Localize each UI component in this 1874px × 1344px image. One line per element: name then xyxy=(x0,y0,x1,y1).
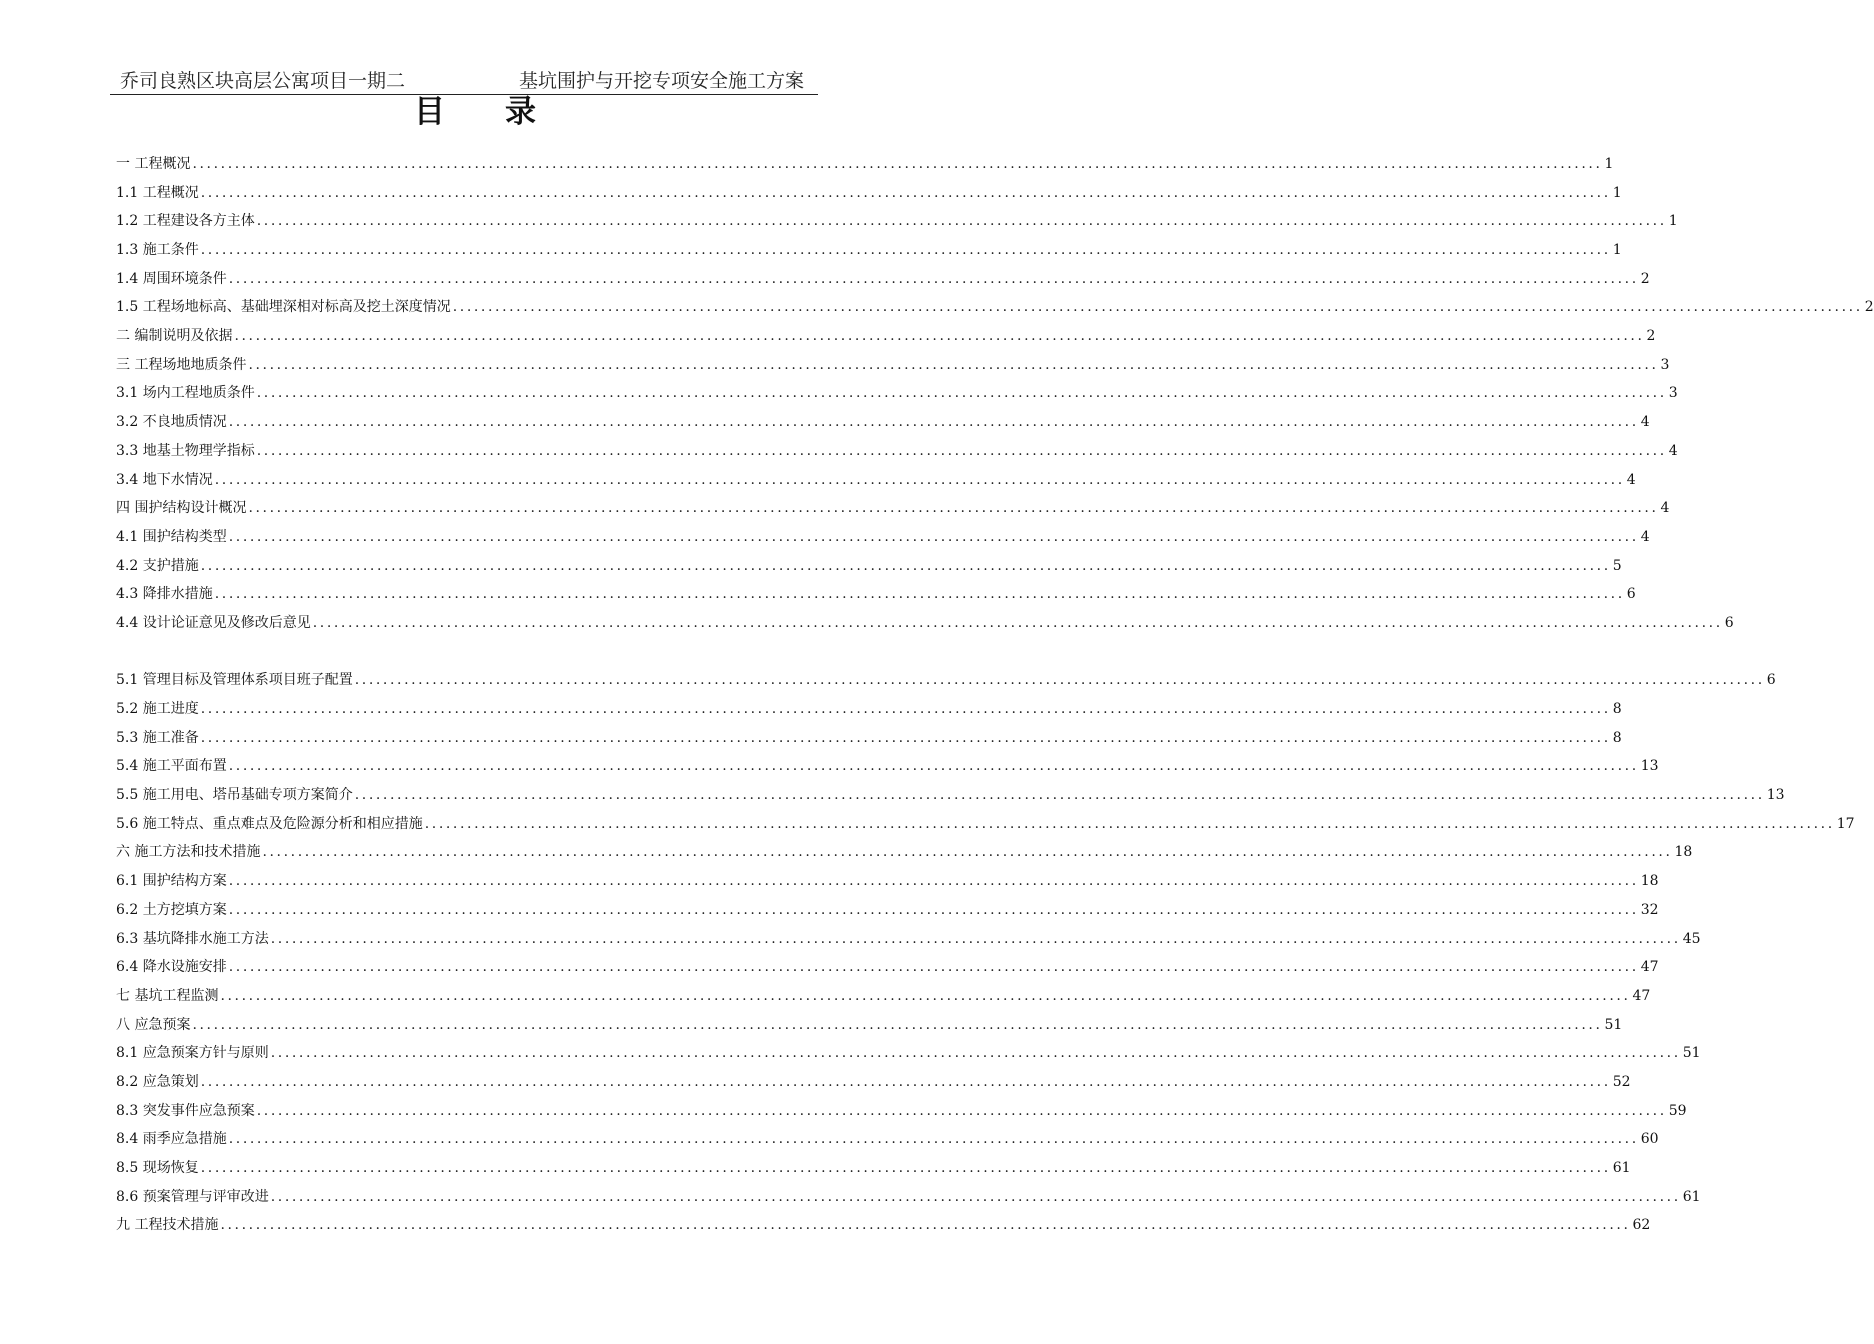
toc-entry-page-number: 47 xyxy=(1632,987,1651,1004)
toc-dot-leader: ........................................................................................................................................................................................................ xyxy=(270,1045,1681,1062)
toc-entry-page-number: 1 xyxy=(1612,184,1622,201)
toc-dot-leader: ........................................................................................................................................................................................................ xyxy=(214,586,1625,603)
toc-entry[interactable] xyxy=(116,724,1622,753)
toc-entry-label: 3.1 场内工程地质条件 xyxy=(116,385,255,402)
toc-dot-leader: ........................................................................................................................................................................................................ xyxy=(248,356,1659,373)
toc-entry[interactable] xyxy=(116,609,1734,638)
toc-dot-leader: ........................................................................................................................................................................................................ xyxy=(424,815,1835,832)
toc-entry[interactable] xyxy=(116,839,1693,868)
toc-entry-label: 4.2 支护措施 xyxy=(116,557,199,574)
toc-entry[interactable] xyxy=(116,408,1650,437)
toc-entry-label: 4.4 设计论证意见及修改后意见 xyxy=(116,614,311,631)
toc-entry-page-number: 4 xyxy=(1640,414,1650,431)
toc-dot-leader: ........................................................................................................................................................................................................ xyxy=(256,385,1667,402)
toc-dot-leader: ........................................................................................................................................................................................................ xyxy=(214,471,1625,488)
toc-dot-leader: ........................................................................................................................................................................................................ xyxy=(248,500,1659,517)
toc-dot-leader: ........................................................................................................................................................................................................ xyxy=(228,873,1639,890)
toc-dot-leader: ........................................................................................................................................................................................................ xyxy=(234,328,1645,345)
toc-dot-leader: ........................................................................................................................................................................................................ xyxy=(200,557,1611,574)
toc-dot-leader: ........................................................................................................................................................................................................ xyxy=(200,184,1611,201)
toc-entry-page-number: 4 xyxy=(1660,500,1670,517)
toc-entry-label: 1.1 工程概况 xyxy=(116,184,199,201)
toc-entry-label: 8.4 雨季应急措施 xyxy=(116,1131,227,1148)
toc-entry-label: 三 工程场地地质条件 xyxy=(116,356,247,373)
toc-entry[interactable] xyxy=(116,523,1650,552)
toc-dot-leader: ........................................................................................................................................................................................................ xyxy=(354,672,1765,689)
header-document-title: 基坑围护与开挖专项安全施工方案 xyxy=(518,70,804,92)
toc-entry[interactable] xyxy=(116,867,1659,896)
toc-entry-label: 5.5 施工用电、塔吊基础专项方案简介 xyxy=(116,787,353,804)
toc-entry[interactable] xyxy=(116,781,1785,810)
toc-entry-label: 8.1 应急预案方针与原则 xyxy=(116,1045,269,1062)
toc-entry-label: 5.2 施工进度 xyxy=(116,701,199,718)
toc-entry[interactable] xyxy=(116,580,1636,609)
toc-entry-page-number: 51 xyxy=(1604,1016,1623,1033)
toc-entry[interactable] xyxy=(116,982,1651,1011)
toc-entry-page-number: 52 xyxy=(1612,1073,1631,1090)
toc-dot-leader: ........................................................................................................................................................................................................ xyxy=(220,1217,1631,1234)
toc-entry[interactable] xyxy=(116,752,1659,781)
toc-entry-page-number: 2 xyxy=(1646,328,1656,345)
toc-entry-label: 六 施工方法和技术措施 xyxy=(116,844,261,861)
toc-entry-label: 1.2 工程建设各方主体 xyxy=(116,213,255,230)
toc-entry[interactable] xyxy=(116,1068,1631,1097)
toc-dot-leader: ........................................................................................................................................................................................................ xyxy=(192,155,1603,172)
toc-dot-leader: ........................................................................................................................................................................................................ xyxy=(270,1188,1681,1205)
toc-entry[interactable] xyxy=(116,322,1656,351)
toc-dot-leader: ........................................................................................................................................................................................................ xyxy=(220,987,1631,1004)
toc-entry-label: 5.3 施工准备 xyxy=(116,729,199,746)
toc-dot-leader: ........................................................................................................................................................................................................ xyxy=(200,1160,1611,1177)
toc-entry-label: 四 围护结构设计概况 xyxy=(116,500,247,517)
toc-entry[interactable] xyxy=(116,896,1659,925)
toc-entry[interactable] xyxy=(116,1039,1701,1068)
toc-entry-page-number: 61 xyxy=(1612,1160,1631,1177)
toc-entry-label: 3.3 地基土物理学指标 xyxy=(116,442,255,459)
toc-entry[interactable] xyxy=(116,1125,1659,1154)
toc-entry[interactable] xyxy=(116,1011,1623,1040)
toc-entry[interactable] xyxy=(116,810,1855,839)
toc-entry-page-number: 62 xyxy=(1632,1217,1651,1234)
table-of-contents xyxy=(116,150,1874,1240)
toc-dot-leader: ........................................................................................................................................................................................................ xyxy=(200,1073,1611,1090)
toc-dot-leader: ........................................................................................................................................................................................................ xyxy=(228,758,1639,775)
toc-entry-page-number: 13 xyxy=(1640,758,1659,775)
toc-entry[interactable] xyxy=(116,666,1776,695)
toc-dot-leader: ........................................................................................................................................................................................................ xyxy=(192,1016,1603,1033)
toc-entry-label: 6.3 基坑降排水施工方法 xyxy=(116,930,269,947)
toc-entry-page-number: 32 xyxy=(1640,901,1659,918)
toc-dot-leader: ........................................................................................................................................................................................................ xyxy=(262,844,1673,861)
toc-entry-label: 八 应急预案 xyxy=(116,1016,191,1033)
toc-entry[interactable] xyxy=(116,437,1678,466)
toc-dot-leader: ........................................................................................................................................................................................................ xyxy=(452,299,1863,316)
toc-dot-leader: ........................................................................................................................................................................................................ xyxy=(256,442,1667,459)
toc-entry[interactable] xyxy=(116,466,1636,495)
toc-entry-page-number: 6 xyxy=(1724,614,1734,631)
toc-entry-label: 二 编制说明及依据 xyxy=(116,328,233,345)
toc-entry-page-number: 8 xyxy=(1612,701,1622,718)
toc-entry-page-number: 45 xyxy=(1682,930,1701,947)
toc-entry-page-number: 3 xyxy=(1668,385,1678,402)
toc-entry[interactable] xyxy=(116,494,1670,523)
toc-entry[interactable] xyxy=(116,236,1622,265)
toc-entry-label: 6.4 降水设施安排 xyxy=(116,959,227,976)
toc-entry-page-number: 1 xyxy=(1612,242,1622,259)
toc-entry-label: 3.4 地下水情况 xyxy=(116,471,213,488)
toc-entry-page-number: 6 xyxy=(1766,672,1776,689)
toc-entry[interactable] xyxy=(116,695,1622,724)
toc-entry[interactable] xyxy=(116,1154,1631,1183)
toc-entry-label: 4.1 围护结构类型 xyxy=(116,528,227,545)
toc-entry-label: 1.3 施工条件 xyxy=(116,242,199,259)
toc-entry-page-number: 1 xyxy=(1668,213,1678,230)
toc-entry-label: 1.5 工程场地标高、基础埋深相对标高及挖土深度情况 xyxy=(116,299,451,316)
toc-entry-page-number: 6 xyxy=(1626,586,1636,603)
toc-entry-page-number: 2 xyxy=(1864,299,1874,316)
toc-dot-leader: ........................................................................................................................................................................................................ xyxy=(228,528,1639,545)
toc-entry-label: 5.1 管理目标及管理体系项目班子配置 xyxy=(116,672,353,689)
toc-entry[interactable] xyxy=(116,1211,1651,1240)
toc-entry-label: 6.1 围护结构方案 xyxy=(116,873,227,890)
toc-entry[interactable] xyxy=(116,552,1622,581)
toc-entry[interactable] xyxy=(116,351,1670,380)
toc-entry[interactable] xyxy=(116,925,1701,954)
toc-entry-page-number: 8 xyxy=(1612,729,1622,746)
toc-entry[interactable] xyxy=(116,265,1650,294)
toc-entry-label: 九 工程技术措施 xyxy=(116,1217,219,1234)
toc-entry-page-number: 61 xyxy=(1682,1188,1701,1205)
toc-dot-leader: ........................................................................................................................................................................................................ xyxy=(200,242,1611,259)
toc-entry-page-number: 18 xyxy=(1674,844,1693,861)
toc-entry-label: 8.3 突发事件应急预案 xyxy=(116,1102,255,1119)
toc-entry-label: 七 基坑工程监测 xyxy=(116,987,219,1004)
toc-entry[interactable] xyxy=(116,179,1622,208)
toc-entry-page-number: 51 xyxy=(1682,1045,1701,1062)
toc-entry[interactable] xyxy=(116,953,1659,982)
toc-entry-label: 4.3 降排水措施 xyxy=(116,586,213,603)
toc-entry-page-number: 4 xyxy=(1640,528,1650,545)
toc-dot-leader: ........................................................................................................................................................................................................ xyxy=(228,901,1639,918)
toc-entry-page-number: 17 xyxy=(1836,815,1855,832)
toc-dot-leader: ........................................................................................................................................................................................................ xyxy=(256,213,1667,230)
toc-title: 目录 xyxy=(414,94,596,130)
toc-entry-label: 5.4 施工平面布置 xyxy=(116,758,227,775)
toc-entry[interactable] xyxy=(116,1097,1687,1126)
toc-dot-leader: ........................................................................................................................................................................................................ xyxy=(270,930,1681,947)
toc-entry-page-number: 59 xyxy=(1668,1102,1687,1119)
toc-entry-label: 8.6 预案管理与评审改进 xyxy=(116,1188,269,1205)
header-project-name: 乔司良熟区块高层公寓项目一期二 xyxy=(120,70,406,92)
toc-dot-leader: ........................................................................................................................................................................................................ xyxy=(228,270,1639,287)
toc-entry-page-number: 2 xyxy=(1640,270,1650,287)
toc-entry[interactable] xyxy=(116,293,1874,322)
toc-entry-page-number: 1 xyxy=(1604,155,1614,172)
toc-entry[interactable] xyxy=(116,150,1614,179)
toc-dot-leader: ........................................................................................................................................................................................................ xyxy=(200,729,1611,746)
toc-entry[interactable] xyxy=(116,1183,1701,1212)
toc-entry[interactable] xyxy=(116,380,1678,409)
toc-entry-page-number: 5 xyxy=(1612,557,1622,574)
toc-entry-page-number: 4 xyxy=(1668,442,1678,459)
toc-dot-leader: ........................................................................................................................................................................................................ xyxy=(228,959,1639,976)
toc-dot-leader: ........................................................................................................................................................................................................ xyxy=(228,414,1639,431)
toc-entry-page-number: 3 xyxy=(1660,356,1670,373)
toc-entry-label: 3.2 不良地质情况 xyxy=(116,414,227,431)
toc-entry-label: 一 工程概况 xyxy=(116,155,191,172)
toc-entry-page-number: 18 xyxy=(1640,873,1659,890)
toc-dot-leader: ........................................................................................................................................................................................................ xyxy=(228,1131,1639,1148)
toc-dot-leader: ........................................................................................................................................................................................................ xyxy=(256,1102,1667,1119)
toc-entry[interactable] xyxy=(116,207,1678,236)
toc-entry-page-number: 47 xyxy=(1640,959,1659,976)
toc-entry-page-number: 60 xyxy=(1640,1131,1659,1148)
toc-dot-leader: ........................................................................................................................................................................................................ xyxy=(354,787,1765,804)
toc-dot-leader: ........................................................................................................................................................................................................ xyxy=(200,701,1611,718)
toc-entry-label: 6.2 土方挖填方案 xyxy=(116,901,227,918)
toc-entry-page-number: 13 xyxy=(1766,787,1785,804)
toc-entry-label: 8.2 应急策划 xyxy=(116,1073,199,1090)
toc-dot-leader: ........................................................................................................................................................................................................ xyxy=(312,614,1723,631)
toc-entry-label: 1.4 周围环境条件 xyxy=(116,270,227,287)
toc-entry-label: 5.6 施工特点、重点难点及危险源分析和相应措施 xyxy=(116,815,423,832)
toc-entry-label: 8.5 现场恢复 xyxy=(116,1160,199,1177)
toc-entry-page-number: 4 xyxy=(1626,471,1636,488)
